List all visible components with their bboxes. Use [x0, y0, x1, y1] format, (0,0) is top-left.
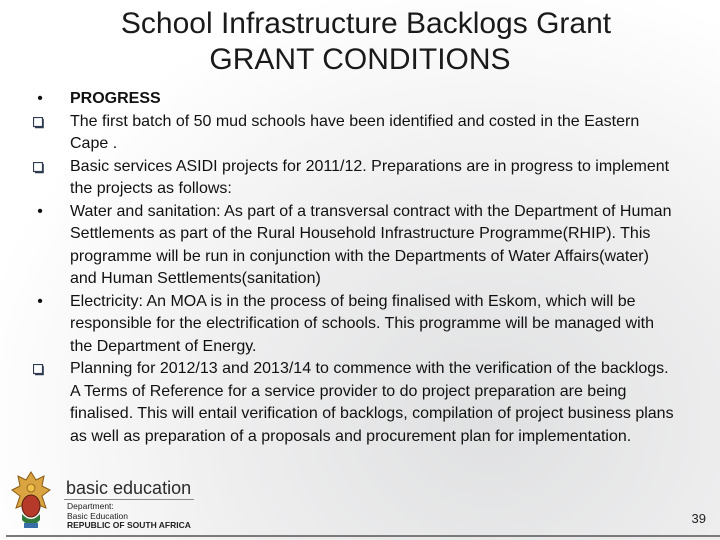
bullet-item: [30, 111, 680, 156]
dot-bullet-icon: •: [37, 292, 43, 310]
bullet-text: PROGRESS: [70, 90, 161, 107]
bullet-item: [30, 201, 680, 291]
logo-divider: [64, 499, 194, 500]
bullet-item: [30, 291, 680, 359]
coat-of-arms-logo: [6, 468, 56, 532]
bullet-list: [30, 88, 680, 448]
department-block: [67, 502, 191, 531]
bullet-item: [30, 156, 680, 201]
dot-bullet-icon: •: [37, 202, 43, 220]
footer-divider: [6, 535, 720, 537]
checkbox-bullet-icon: [33, 364, 53, 376]
dept-line-2: Basic Education: [67, 510, 128, 521]
dept-line-3: REPUBLIC OF SOUTH AFRICA: [67, 520, 191, 530]
bullet-text: Water and sanitation: As part of a transversal contract with the Department of Human Settlements as part of the Rural Household Infrastructure Programme(RHIP). This programme will be run in conjunction with the Departments of Water Affairs(water) and Human Settlements(sanitation): [70, 202, 672, 287]
bullet-text: Electricity: An MOA is in the process of being finalised with Eskom, which will be responsible for the electrification of schools. This programme will be managed with the Department of Energy.: [70, 292, 654, 355]
dot-bullet-icon: •: [37, 90, 43, 107]
title-line-1: School Infrastructure Backlogs Grant: [120, 7, 612, 40]
bullet-text: The first batch of 50 mud schools have been identified and costed in the Eastern Cape .: [70, 112, 640, 152]
title-line-2: GRANT CONDITIONS: [209, 43, 511, 76]
bullet-text: Planning for 2012/13 and 2013/14 to commence with the verification of the backlogs. A Terms of Reference for a service provider to do project preparation are being finalised. This will entail verification of backlogs, compilation of project business plans as well as preparation of a proposals and procurement plan for implementation.: [70, 360, 674, 445]
brand-name: basic education: [66, 478, 192, 498]
bullet-item: [30, 358, 680, 448]
page-number: 39: [691, 511, 706, 526]
checkbox-bullet-icon: [33, 162, 53, 174]
bullet-item: [30, 88, 680, 111]
bullet-text: Basic services ASIDI projects for 2011/12. Preparations are in progress to implement the projects as follows:: [70, 157, 670, 197]
checkbox-bullet-icon: [33, 117, 53, 129]
dept-line-1: Department:: [67, 501, 114, 511]
slide-title: [0, 6, 720, 78]
